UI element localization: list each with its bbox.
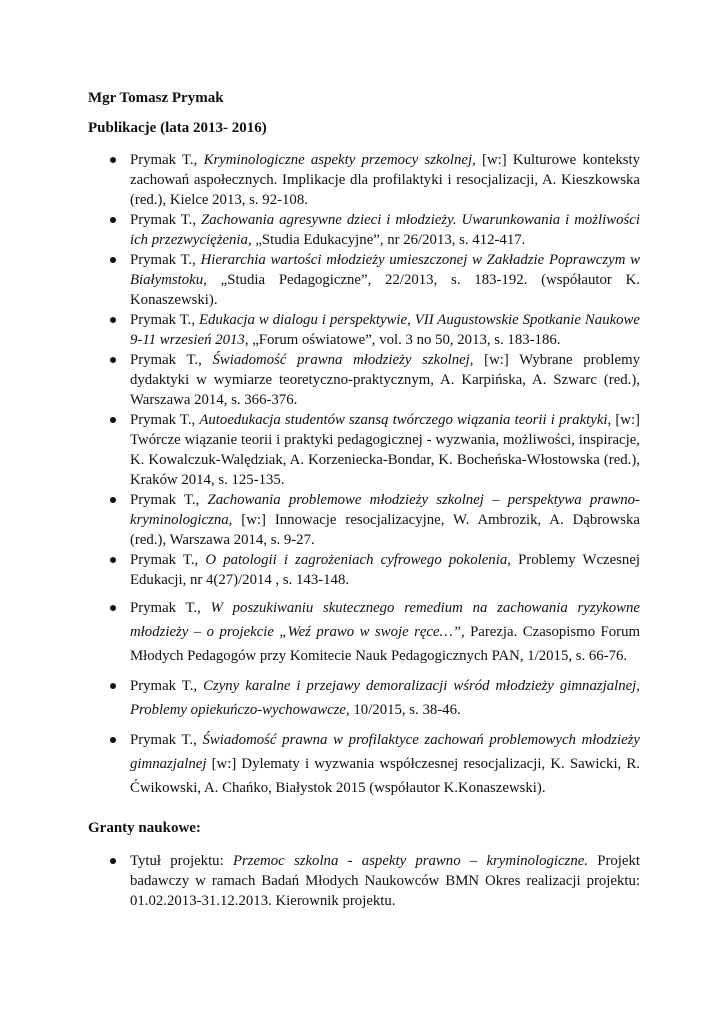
bullet-icon bbox=[110, 257, 116, 263]
publication-item: Prymak T., Zachowania agresywne dzieci i młodzieży. Uwarunkowania i możliwości ich przezwyciężenia, „Studia Edukacyjne”, nr 26/2013, s. 412-417. bbox=[0, 210, 640, 250]
publication-item: Prymak T., W poszukiwaniu skutecznego remedium na zachowania ryzykowne młodzieży – o projekcie „Weź prawo w swoje ręce…”, Parezja. Czasopismo Forum Młodych Pedagogów przy Komitecie Nauk Pedagogicznych PAN, 1/2015, s. 66-76. bbox=[0, 596, 640, 668]
publication-item: Prymak T., Zachowania problemowe młodzieży szkolnej – perspektywa prawno-kryminologiczna, [w:] Innowacje resocjalizacyjne, W. Ambrozik, A. Dąbrowska (red.), Warszawa 2014, s. 9-27. bbox=[0, 490, 640, 550]
publication-item: Prymak T., Hierarchia wartości młodzieży umieszczonej w Zakładzie Poprawczym w Białymstoku, „Studia Pedagogiczne”, 22/2013, s. 183-192. (współautor K. Konaszewski). bbox=[0, 250, 640, 310]
bullet-icon bbox=[110, 737, 116, 743]
bullet-icon bbox=[110, 858, 116, 864]
bullet-icon bbox=[110, 357, 116, 363]
bullet-icon bbox=[110, 683, 116, 689]
bullet-icon bbox=[110, 497, 116, 503]
bullet-icon bbox=[110, 157, 116, 163]
bullet-icon bbox=[110, 317, 116, 323]
grant-item: Tytuł projektu: Przemoc szkolna - aspekty prawno – kryminologiczne. Projekt badawczy w ramach Badań Młodych Naukowców BMN Okres realizacji projektu: 01.02.2013-31.12.2013. Kierownik projektu. bbox=[0, 851, 640, 911]
publication-item: Prymak T., Czyny karalne i przejawy demoralizacji wśród młodzieży gimnazjalnej, Problemy opiekuńczo-wychowawcze, 10/2015, s. 38-46. bbox=[0, 674, 640, 722]
author-name: Mgr Tomasz Prymak bbox=[88, 90, 224, 106]
publication-item: Prymak T., Świadomość prawna w profilaktyce zachowań problemowych młodzieży gimnazjalnej [w:] Dylematy i wyzwania współczesnej resocjalizacji, K. Sawicki, R. Ćwikowski, A. Chańko, Białystok 2015 (współautor K.Konaszewski). bbox=[0, 728, 640, 800]
bullet-icon bbox=[110, 605, 116, 611]
bullet-icon bbox=[110, 557, 116, 563]
publication-item: Prymak T., O patologii i zagrożeniach cyfrowego pokolenia, Problemy Wczesnej Edukacji, nr 4(27)/2014 , s. 143-148. bbox=[0, 550, 640, 590]
publication-item: Prymak T., Kryminologiczne aspekty przemocy szkolnej, [w:] Kulturowe konteksty zachowań aspołecznych. Implikacje dla profilaktyki i resocjalizacji, A. Kieszkowska (red.), Kielce 2013, s. 92-108. bbox=[0, 150, 640, 210]
publications-heading: Publikacje (lata 2013- 2016) bbox=[88, 120, 267, 136]
publication-item: Prymak T., Edukacja w dialogu i perspektywie, VII Augustowskie Spotkanie Naukowe 9-11 wrzesień 2013, „Forum oświatowe”, vol. 3 no 50, 2013, s. 183-186. bbox=[0, 310, 640, 350]
grants-list bbox=[0, 851, 640, 911]
grants-heading: Granty naukowe: bbox=[88, 820, 201, 836]
bullet-icon bbox=[110, 217, 116, 223]
bullet-icon bbox=[110, 417, 116, 423]
publication-item: Prymak T., Świadomość prawna młodzieży szkolnej, [w:] Wybrane problemy dydaktyki w wymiarze teoretyczno-praktycznym, A. Karpińska, A. Szwarc (red.), Warszawa 2014, s. 366-376. bbox=[0, 350, 640, 410]
publications-list bbox=[0, 150, 640, 800]
publication-item: Prymak T., Autoedukacja studentów szansą twórczego wiązania teorii i praktyki, [w:] Twórcze wiązanie teorii i praktyki pedagogicznej - wyzwania, możliwości, inspiracje, K. Kowalczuk-Walędziak, A. Korzeniecka-Bondar, K. Bocheńska-Włostowska (red.), Kraków 2014, s. 125-135. bbox=[0, 410, 640, 490]
